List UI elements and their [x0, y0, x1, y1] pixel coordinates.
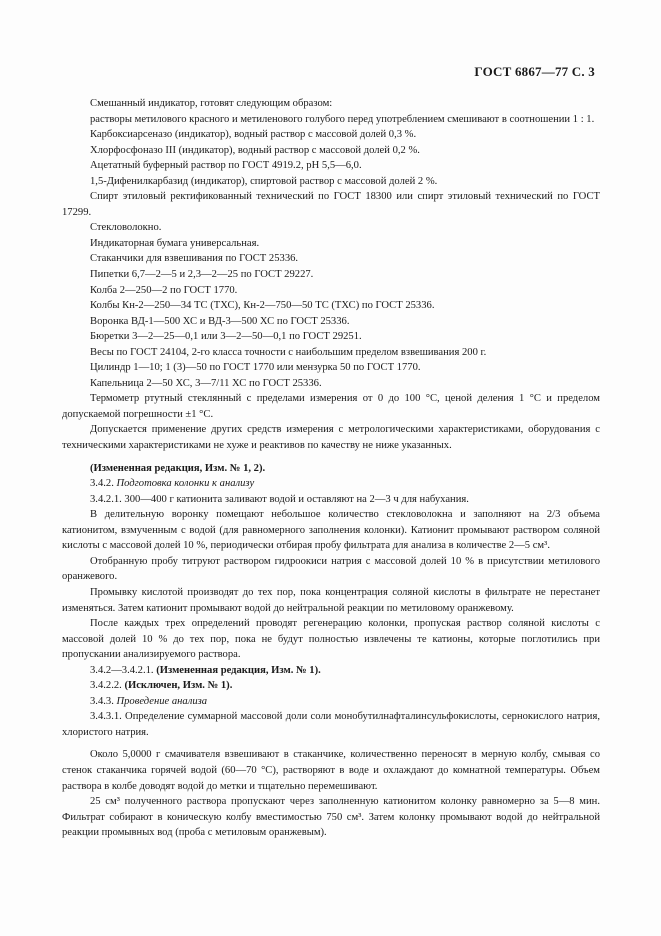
paragraph: [62, 663, 600, 679]
page-header: ГОСТ 6867—77 С. 3: [474, 64, 595, 79]
paragraph: Отобранную пробу титруют раствором гидроокиси натрия с массовой долей 10 % в присутствии метилового оранжевого.: [62, 555, 600, 583]
paragraph: (Измененная редакция, Изм. № 1, 2).: [90, 462, 266, 474]
paragraph: Допускается применение других средств измерения с метрологическими характеристиками, оборудования с техническими характеристиками не хуже и реактивов по качеству не ниже указанных.: [62, 424, 600, 452]
paragraph: Стаканчики для взвешивания по ГОСТ 25336.: [90, 253, 299, 265]
paragraph-gap: [62, 454, 600, 461]
document-body: [62, 96, 600, 841]
paragraph: Индикаторная бумага универсальная.: [90, 237, 260, 249]
paragraph: Стекловолокно.: [90, 222, 162, 234]
section-title: Проведение анализа: [116, 695, 208, 707]
paragraph: Промывку кислотой производят до тех пор, пока концентрация соляной кислоты в фильтрате не перестанет изменяться. Затем катионит промывают водой до нейтральной реакции по метиловому оранжевому.: [62, 586, 600, 614]
paragraph: [62, 678, 600, 694]
paragraph: Колба 2—250—2 по ГОСТ 1770.: [90, 284, 238, 296]
section-number: 3.4.2.: [90, 478, 117, 490]
amendment-note: (Измененная редакция, Изм. № 1).: [156, 664, 321, 676]
paragraph: Хлорфосфоназо III (индикатор), водный раствор с массовой долей 0,2 %.: [90, 144, 420, 156]
paragraph: Бюретки 3—2—25—0,1 или 3—2—50—0,1 по ГОСТ 29251.: [90, 331, 362, 343]
paragraph: Смешанный индикатор, готовят следующим образом:: [90, 98, 333, 109]
paragraph: После каждых трех определений проводят регенерацию колонки, пропуская раствор соляной кислоты с массовой долей 10 % до тех пор, пока не будут полностью извлечены те катионы, которые поглотились при пропускании анализируемого раствора.: [62, 618, 600, 661]
section-number: 3.4.3.: [90, 695, 117, 707]
paragraph: Ацетатный буферный раствор по ГОСТ 4919.2, pH 5,5—6,0.: [90, 160, 362, 172]
paragraph: Цилиндр 1—10; 1 (3)—50 по ГОСТ 1770 или мензурка 50 по ГОСТ 1770.: [90, 362, 421, 374]
paragraph: 3.4.2.1. 300—400 г катионита заливают водой и оставляют на 2—3 ч для набухания.: [90, 493, 469, 505]
paragraph: Карбоксиарсеназо (индикатор), водный раствор с массовой долей 0,3 %.: [90, 129, 417, 141]
paragraph: Колбы Кн-2—250—34 ТС (ТХС), Кн-2—750—50 ТС (ТХС) по ГОСТ 25336.: [90, 300, 435, 312]
amendment-note: (Исключен, Изм. № 1).: [124, 680, 233, 692]
section-number: 3.4.2—3.4.2.1.: [90, 664, 157, 676]
paragraph: [62, 476, 600, 492]
paragraph: Пипетки 6,7—2—5 и 2,3—2—25 по ГОСТ 29227.: [90, 269, 314, 281]
paragraph: Термометр ртутный стеклянный с пределами измерения от 0 до 100 °С, ценой деления 1 °С и пределом допускаемой погрешности ±1 °С.: [62, 393, 600, 420]
paragraph: Капельница 2—50 ХС, 3—7/11 ХС по ГОСТ 25336.: [90, 377, 322, 389]
paragraph: растворы метилового красного и метиленового голубого перед употреблением смешивают в соотношении 1 : 1.: [90, 113, 595, 125]
section-number: 3.4.2.2.: [90, 680, 125, 692]
paragraph: [62, 694, 600, 710]
paragraph: Воронка ВД-1—500 ХС и ВД-3—500 ХС по ГОСТ 25336.: [90, 315, 350, 327]
paragraph: Около 5,0000 г смачивателя взвешивают в стаканчике, количественно переносят в мерную колбу, смывая со стенок стаканчика горячей водой (60—70 °С), растворяют в воде и охлаждают до комнатной температуры. Объем раствора в колбе доводят водой до метки и тщательно перемешивают.: [62, 749, 600, 792]
paragraph: 1,5-Дифенилкарбазид (индикатор), спиртовой раствор с массовой долей 2 %.: [90, 175, 438, 187]
paragraph: Спирт этиловый ректификованный технический по ГОСТ 18300 или спирт этиловый технический по ГОСТ 17299.: [62, 191, 600, 218]
section-title: Подготовка колонки к анализу: [116, 478, 255, 490]
paragraph: 3.4.3.1. Определение суммарной массовой доли соли монобутилнафталинсульфокислоты, сернокислого натрия, хлористого натрия.: [62, 711, 600, 738]
paragraph: В делительную воронку помещают небольшое количество стекловолокна и заполняют на 2/3 объема катионитом, взмученным с водой (для равномерного заполнения колонки). Катионит промывают раствором соляной кислоты с массовой долей 10 %, периодически отбирая пробу фильтрата для анализа в количестве 2—5 см³.: [62, 509, 600, 552]
paragraph: 25 см³ полученного раствора пропускают через заполненную катионитом колонку равномерно за 5—8 мин. Фильтрат собирают в коническую колбу вместимостью 750 см³. Затем колонку промывают водой до нейтральной реакции промывных вод (проба с метиловым оранжевым).: [62, 796, 600, 839]
paragraph-gap: [62, 740, 600, 747]
paragraph: Весы по ГОСТ 24104, 2-го класса точности с наибольшим пределом взвешивания 200 г.: [90, 346, 487, 358]
